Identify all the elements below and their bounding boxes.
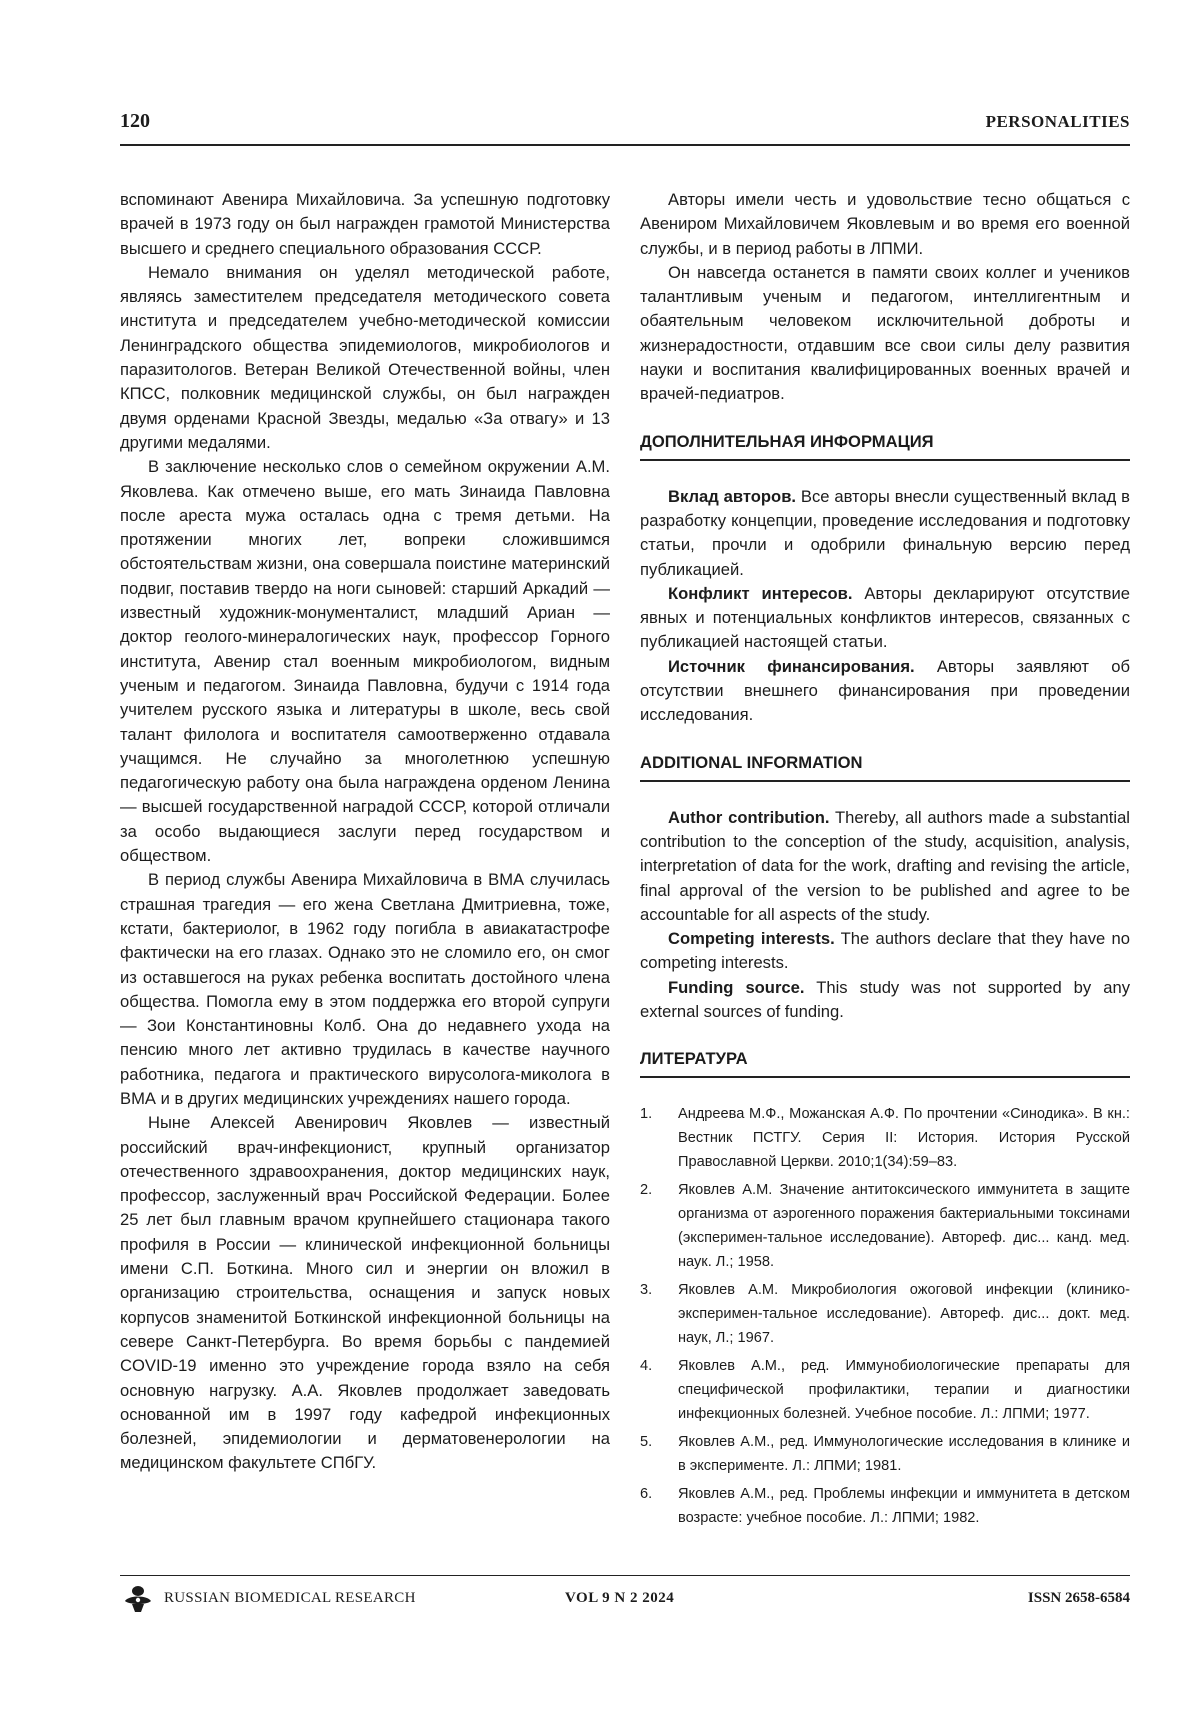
section-heading-en-info: ADDITIONAL INFORMATION <box>640 752 1130 782</box>
section-label: PERSONALITIES <box>985 112 1130 131</box>
left-column <box>120 188 610 1476</box>
journal-name: RUSSIAN BIOMEDICAL RESEARCH <box>164 1590 416 1606</box>
page-number: 120 <box>120 110 150 132</box>
text: Авторы декларируют отсутствие явных и потенциальных конфликтов интересов, связанных с публикацией настоящей статьи. <box>640 583 1130 652</box>
page-header <box>120 110 1130 146</box>
author-contribution-en <box>640 806 1130 927</box>
paragraph: Он навсегда останется в памяти своих коллег и учеников талантливым ученым и педагогом, интеллигентным и обаятельным человеком исключительной доброты и жизнерадостности, отдавшим все свои силы делу развития науки и воспитания квалифицированных военных врачей и врачей-педиатров. <box>640 262 1130 404</box>
conflict-of-interest-ru <box>640 582 1130 655</box>
text: Thereby, all authors made a substantial contribution to the conception of the study, acquisition, analysis, interpretation of data for the work, drafting and revising the article, final approval of the version to be published and agree to be accountable for all aspects of the study. <box>640 807 1130 924</box>
page-footer <box>120 1575 1130 1612</box>
label: Конфликт интересов. <box>668 583 853 603</box>
reference-item: 5. Яковлев А.М., ред. Иммунологические исследования в клинике и в эксперименте. Л.: ЛПМИ; 1981. <box>640 1434 1130 1475</box>
text: The authors declare that they have no competing interests. <box>640 929 1130 973</box>
label: Вклад авторов. <box>668 486 797 506</box>
text: Авторы заявляют об отсутствии внешнего финансирования при проведении исследования. <box>640 656 1130 725</box>
author-contribution-ru <box>640 485 1130 582</box>
reference-list <box>640 1102 1130 1530</box>
section-heading-ru-info: ДОПОЛНИТЕЛЬНАЯ ИНФОРМАЦИЯ <box>640 431 1130 461</box>
journal-logo-icon <box>122 1584 154 1614</box>
label: Author contribution. <box>668 807 830 827</box>
paragraph: Немало внимания он уделял методической работе, являясь заместителем председателя методического совета института и председателем учебно-методической комиссии Ленинградского общества эпидемиологов, микробиологов и паразитологов. Ветеран Великой Отечественной войны, член КПСС, полковник медицинской службы, он был награжден двумя орденами Красной Звезды, медалью «За отвагу» и 13 другими медалями. <box>120 262 610 452</box>
issn: ISSN 2658-6584 <box>1027 1590 1130 1606</box>
reference-item: 2. Яковлев А.М. Значение антитоксического иммунитета в защите организма от аэрогенного поражения бактериальными токсинами (эксперимен-тальное исследование). Автореф. дис... канд. мед. наук. Л.; 1958. <box>640 1182 1130 1271</box>
paragraph: вспоминают Авенира Михайловича. За успешную подготовку врачей в 1973 году он был награжден грамотой Министерства высшего и среднего специального образования СССР. <box>120 190 610 258</box>
competing-interests-en <box>640 927 1130 976</box>
funding-source-ru <box>640 655 1130 728</box>
right-column <box>640 188 1130 1534</box>
label: Источник финансирования. <box>668 656 915 676</box>
paragraph: Ныне Алексей Авенирович Яковлев — известный российский врач-инфекционист, крупный организатор отечественного здравоохранения, доктор медицинских наук, профессор, заслуженный врач Российской Федерации. Более 25 лет был главным врачом крупнейшего стационара такого профиля в России — клинической инфекционной больницы имени С.П. Боткина. Много сил и энергии он вложил в организацию строительства, оснащения и запуск новых корпусов знаменитой Боткинской инфекционной больницы на севере Санкт-Петербурга. Во время борьбы с пандемией COVID-19 именно это учреждение города взяло на себя основную нагрузку. А.А. Яковлев продолжает заведовать основанной им в 1997 году кафедрой инфекционных болезней, эпидемиологии и дерматовенерологии на медицинском факультете СПбГУ. <box>120 1113 610 1473</box>
paragraph: Авторы имели честь и удовольствие тесно общаться с Авениром Михайловичем Яковлевым и во время его военной службы, и в период работы в ЛПМИ. <box>640 190 1130 258</box>
label: Funding source. <box>668 977 805 997</box>
paragraph: В период службы Авенира Михайловича в ВМА случилась страшная трагедия — его жена Светлана Дмитриевна, тоже, кстати, бактериолог, в 1962 году погибла в авиакатастрофе фактически на его глазах. Однако это не сломило его, он смог из оставшегося на руках ребенка воспитать достойного члена общества. Помогла ему в этом поддержка его второй супруги — Зои Константиновны Колб. Она до недавнего ухода на пенсию много лет активно трудилась в качестве научного работника, педагога и практического вирусолога-миколога в ВМА и в других медицинских учреждениях нашего города. <box>120 870 610 1108</box>
issue-info: VOL 9 N 2 2024 <box>565 1590 675 1606</box>
section-heading-references: ЛИТЕРАТУРА <box>640 1048 1130 1078</box>
reference-item: 3. Яковлев А.М. Микробиология ожоговой инфекции (клинико-эксперимен-тальное исследование). Автореф. дис... докт. мед. наук, Л.; 1967. <box>640 1282 1130 1347</box>
reference-item: 1. Андреева М.Ф., Можанская А.Ф. По прочтении «Синодика». В кн.: Вестник ПСТГУ. Серия II: История. История Русской Православной Церкви. 2010;1(34):59–83. <box>640 1106 1130 1171</box>
text: This study was not supported by any external sources of funding. <box>640 977 1130 1022</box>
label: Competing interests. <box>668 929 835 949</box>
funding-source-en <box>640 976 1130 1025</box>
reference-item: 6. Яковлев А.М., ред. Проблемы инфекции и иммунитета в детском возрасте: учебное пособие. Л.: ЛПМИ; 1982. <box>640 1486 1130 1527</box>
paragraph: В заключение несколько слов о семейном окружении А.М. Яковлева. Как отмечено выше, его мать Зинаида Павловна после ареста мужа осталась одна с тремя детьми. На протяжении многих лет, вопреки сложившимся обстоятельствам жизни, она совершала поистине материнский подвиг, поставив твердо на ноги сыновей: старший Аркадий — известный художник-монументалист, младший Ариан — доктор геолого-минералогических наук, профессор Горного института, Авенир стал военным микробиологом, видным ученым и педагогом. Зинаида Павловна, будучи с 1914 года учителем русского языка и литературы в школе, весь свой талант филолога и воспитателя самоотверженно отдавала учащимся. Не случайно за многолетнюю успешную педагогическую работу она была награждена орденом Ленина — высшей государственной наградой СССР, которой отличали за особо выдающиеся заслуги перед государством и обществом. <box>120 457 610 866</box>
text: Все авторы внесли существенный вклад в разработку концепции, проведение исследования и подготовку статьи, прочли и одобрили финальную версию перед публикацией. <box>640 486 1130 579</box>
reference-item: 4. Яковлев А.М., ред. Иммунобиологические препараты для специфической профилактики, терапии и диагностики инфекционных болезней. Учебное пособие. Л.: ЛПМИ; 1977. <box>640 1358 1130 1423</box>
